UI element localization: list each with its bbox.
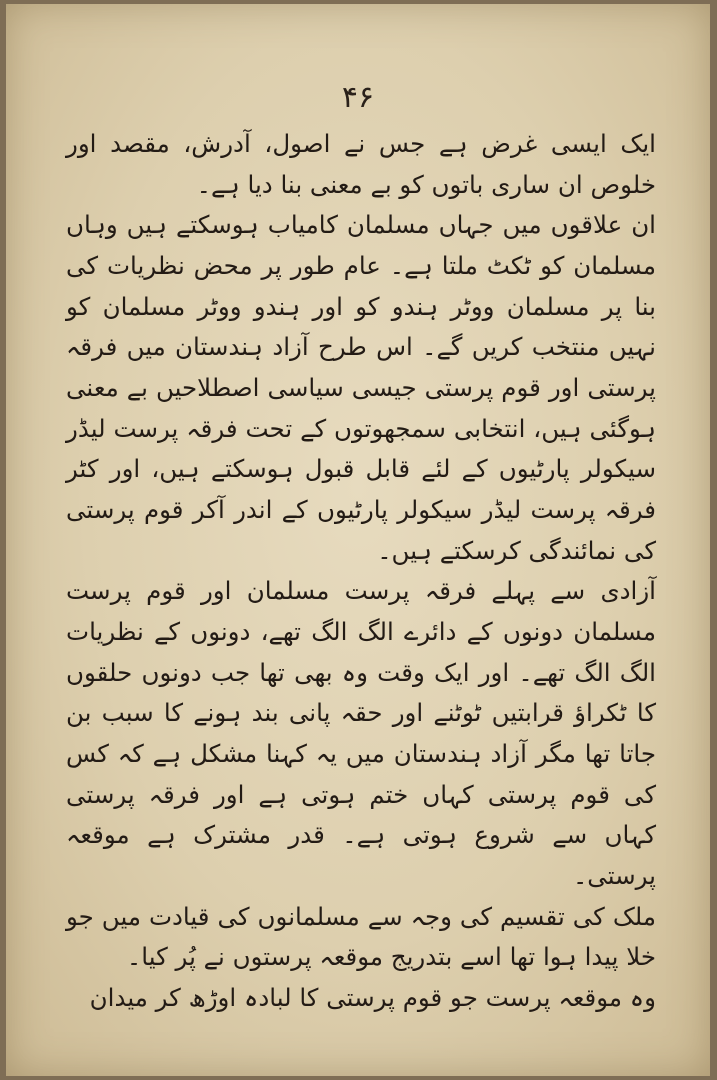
paragraph-4: ملک کی تقسیم کی وجہ سے مسلمانوں کی قیادت میں جو خلا پیدا ہوا تھا اسے بتدریج موقعہ پرستوں نے پُر کیا۔ [66,901,656,972]
page-number: ۴۶ [341,80,375,115]
paragraph-1: ایک ایسی غرض ہے جس نے اصول، آدرش، مقصد اور خلوص ان ساری باتوں کو بے معنی بنا دیا ہے۔ [66,129,656,199]
paragraph-3: آزادی سے پہلے فرقہ پرست مسلمان اور قوم پرست مسلمان دونوں کے دائرے الگ الگ تھے، دونوں کے نظریات الگ الگ تھے۔ اور ایک وقت وہ بھی تھا جب دونوں حلقوں کا ٹکراؤ قرابتیں ٹوٹنے اور حقہ پانی بند ہونے کا سبب بن جاتا تھا مگر آزاد ہندستان میں یہ کہنا مشکل ہے کہ کس کی قوم پرستی کہاں ختم ہوتی ہے اور فرقہ پرستی کہاں سے شروع ہوتی ہے۔ قدر مشترک ہے موقعہ پرستی۔ [66,576,656,891]
paragraph-2: ان علاقوں میں جہاں مسلمان کامیاب ہوسکتے ہیں وہاں مسلمان کو ٹکٹ ملتا ہے۔ عام طور پر محض نظریات کی بنا پر مسلمان ووٹر ہندو کو اور ہندو ووٹر مسلمان کو نہیں منتخب کریں گے۔ اس طرح آزاد ہندستان میں فرقہ پرستی اور قوم پرستی جیسی سیاسی اصطلاحیں بے معنی ہوگئی ہیں، انتخابی سمجھوتوں کے تحت فرقہ پرست لیڈر سیکولر پارٹیوں کے لئے قابل قبول ہوسکتے ہیں، اور کٹر فرقہ پرست لیڈر سیکولر پارٹیوں کے اندر آکر قوم پرستی کی نمائندگی کرسکتے ہیں۔ [66,210,656,565]
book-page [6,4,710,1076]
paragraph-5: وہ موقعہ پرست جو قوم پرستی کا لبادہ اوڑھ کر میدان [89,983,656,1013]
page-body [66,124,656,1019]
